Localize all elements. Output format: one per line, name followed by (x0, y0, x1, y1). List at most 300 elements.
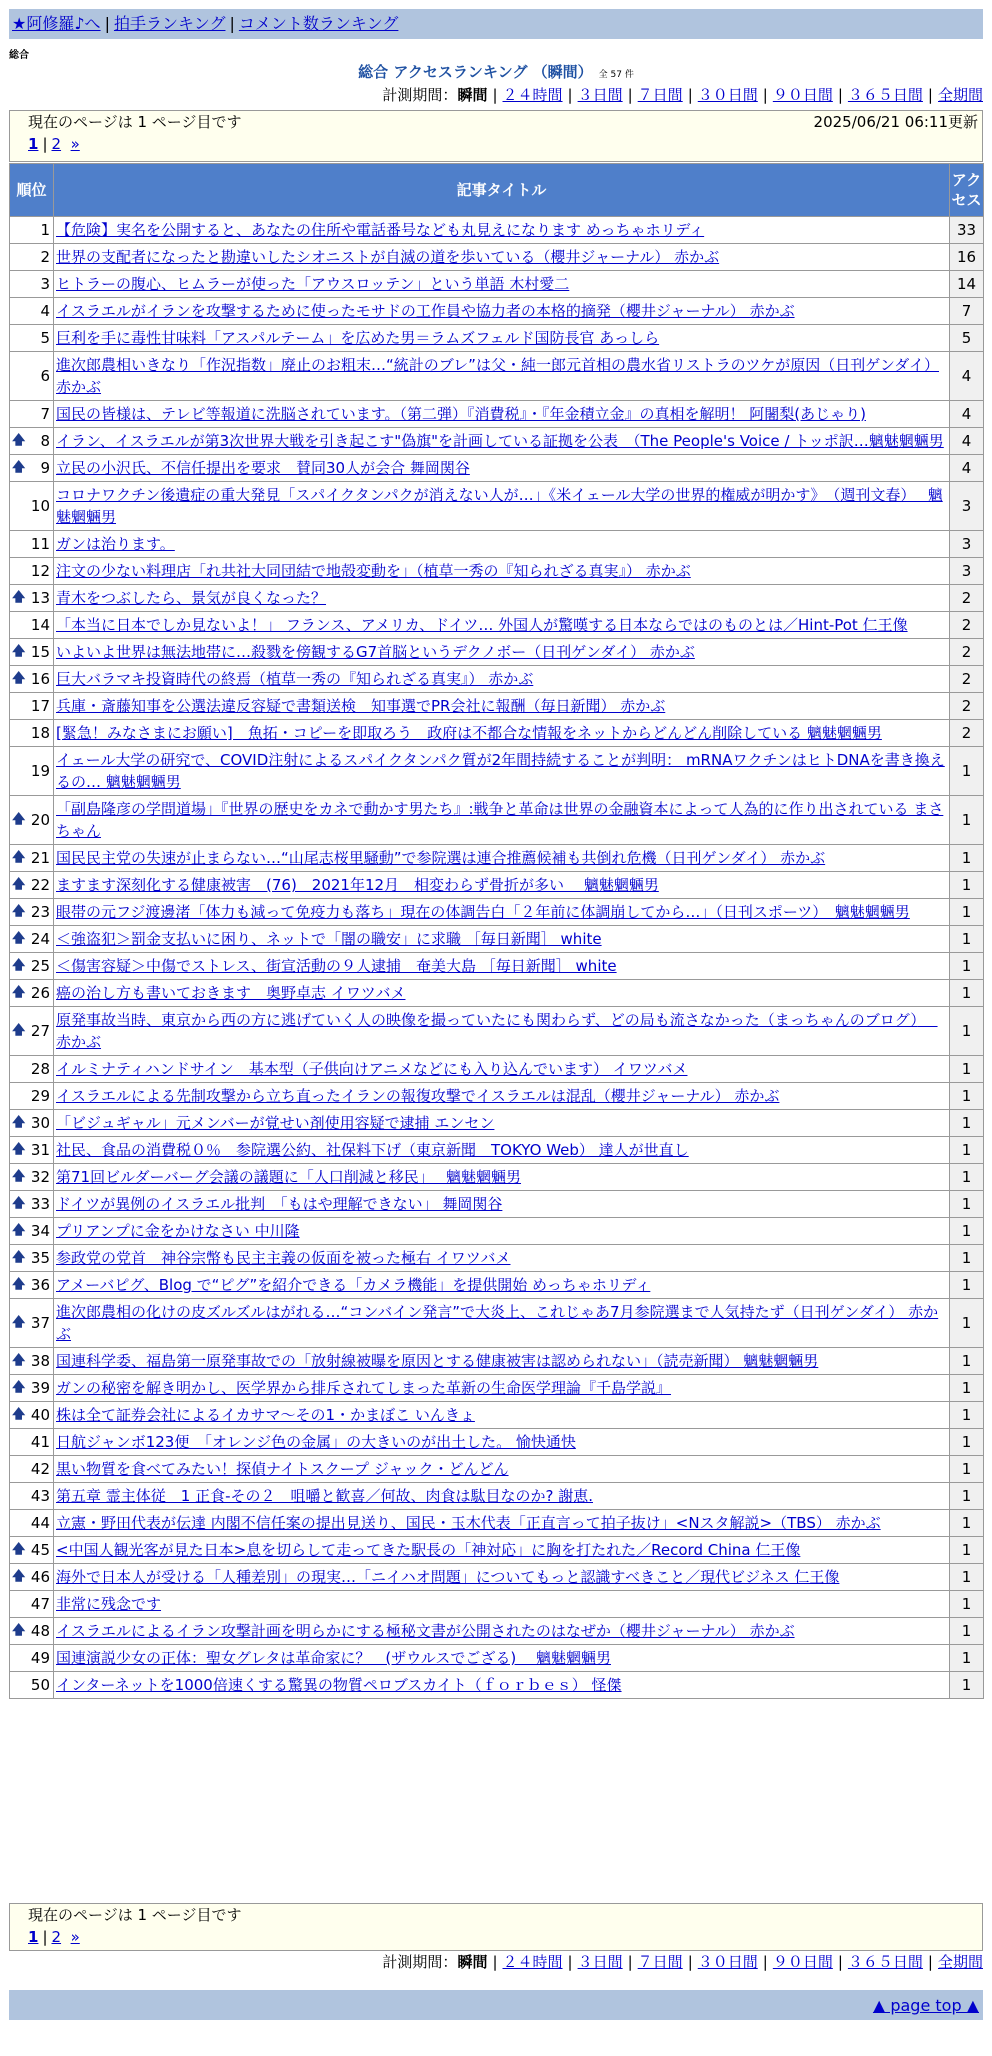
rank-cell (10, 1164, 54, 1191)
title-cell (54, 1272, 950, 1299)
article-link[interactable]: 【危険】実名を公開すると、あなたの住所や電話番号なども丸見えになります めっちゃホリディ (56, 221, 705, 239)
article-link[interactable]: 巨大バラマキ投資時代の終焉（植草一秀の『知られざる真実』） 赤かぶ (56, 670, 534, 688)
rank-up-icon: 🡅 (12, 1250, 26, 1265)
table-row (10, 1483, 984, 1510)
nav-link-comment-ranking[interactable]: コメント数ランキング (238, 14, 399, 33)
period-separator: | (627, 1953, 633, 1971)
access-count: 1 (950, 1218, 984, 1245)
access-count: 1 (950, 1591, 984, 1618)
category-label: 総合 (9, 50, 29, 61)
rank-number: 38 (30, 1352, 50, 1370)
rank-number: 27 (30, 1022, 50, 1040)
rank-cell (10, 1137, 54, 1164)
period-label: 計測期間： (382, 1953, 458, 1971)
title-cell (54, 1110, 950, 1137)
page-top-link[interactable]: ▲ page top ▲ (872, 1996, 979, 2015)
updated-timestamp: 2025/06/21 06:11更新 (813, 113, 978, 131)
rank-up-icon: 🡅 (12, 1542, 26, 1557)
table-row (10, 1218, 984, 1245)
period-link-1[interactable]: ３日間 (577, 1953, 623, 1971)
rank-cell (10, 1429, 54, 1456)
article-link[interactable]: コロナワクチン後遺症の重大発見「スパイクタンパクが消えない人が…」《米イェール大学の世界的権威が明かす》 （週刊文春） 魑魅魍魎男 (56, 486, 943, 526)
rank-up-icon: 🡅 (12, 1023, 26, 1038)
title-cell (54, 872, 950, 899)
table-row (10, 1164, 984, 1191)
rank-cell (10, 1007, 54, 1056)
table-row (10, 1645, 984, 1672)
access-count: 1 (950, 1164, 984, 1191)
table-row (10, 666, 984, 693)
period-current: 瞬間 (457, 86, 488, 104)
rank-cell (10, 531, 54, 558)
table-row (10, 1110, 984, 1137)
period-separator: | (687, 1953, 693, 1971)
table-row (10, 455, 984, 482)
rank-up-icon: 🡅 (12, 1623, 26, 1638)
title-cell (54, 1164, 950, 1191)
rank-up-icon: 🡅 (12, 433, 26, 448)
period-separator: | (492, 86, 498, 104)
rank-cell (10, 244, 54, 271)
page-separator: | (42, 1928, 48, 1946)
title-cell (54, 1245, 950, 1272)
title-cell (54, 1083, 950, 1110)
article-link[interactable]: 「本当に日本でしか見ないよ！」 フランス、アメリカ、ドイツ… 外国人が驚嘆する日本ならではのものとは／Hint-Pot 仁王像 (56, 616, 908, 634)
table-row (10, 1299, 984, 1348)
rank-number: 21 (30, 849, 50, 867)
title-cell (54, 1056, 950, 1083)
rank-number: 19 (30, 762, 50, 780)
article-link[interactable]: 立民の小沢氏、不信任提出を要求 賛同30人が会合 舞岡関谷 (56, 459, 470, 477)
table-row (10, 1564, 984, 1591)
title-cell (54, 1218, 950, 1245)
ranking-table (9, 163, 984, 1699)
rank-cell (10, 666, 54, 693)
rank-cell (10, 1591, 54, 1618)
page-links (10, 133, 982, 155)
access-count: 1 (950, 926, 984, 953)
access-count: 1 (950, 1348, 984, 1375)
rank-up-icon: 🡅 (12, 1407, 26, 1422)
rank-number: 33 (30, 1195, 50, 1213)
rank-number: 34 (30, 1222, 50, 1240)
rank-up-icon: 🡅 (12, 590, 26, 605)
page-next-link[interactable]: » (70, 135, 80, 153)
period-link-2[interactable]: ７日間 (637, 1953, 683, 1971)
rank-cell (10, 455, 54, 482)
table-row (10, 1537, 984, 1564)
rank-number: 36 (30, 1276, 50, 1294)
table-row (10, 720, 984, 747)
article-link[interactable]: 立憲・野田代表が伝達 内閣不信任案の提出見送り、国民・玉木代表「正直言って拍子抜け」<Nスタ解説>（TBS） 赤かぶ (56, 1514, 881, 1532)
table-row (10, 482, 984, 531)
access-count: 1 (950, 1007, 984, 1056)
pager-top (9, 110, 983, 162)
period-separator: | (567, 1953, 573, 1971)
rank-cell (10, 325, 54, 352)
total-count: 全 57 件 (598, 70, 634, 80)
article-link[interactable]: 「ビジュギャル」元メンバーが覚せい剤使用容疑で逮捕 エンセン (56, 1114, 495, 1132)
table-row (10, 693, 984, 720)
nav-separator: | (104, 14, 110, 33)
article-link[interactable]: 進次郎農相の化けの皮ズルズルはがれる…“コンバイン発言”で大炎上、これじゃあ7月参院選まで人気持たず（日刊ゲンダイ） 赤かぶ (56, 1303, 939, 1343)
rank-up-icon: 🡅 (12, 1223, 26, 1238)
rank-number: 14 (30, 616, 50, 634)
access-count: 3 (950, 482, 984, 531)
article-link[interactable]: インターネットを1000倍速くする驚異の物質ペロブスカイト（ｆｏｒｂｅｓ） 怪傑 (56, 1676, 622, 1694)
period-selector-top (9, 84, 983, 106)
article-link[interactable]: 国民民主党の失速が止まらない…“山尾志桜里騒動”で参院選は連合推薦候補も共倒れ危機（日刊ゲンダイ） 赤かぶ (56, 849, 826, 867)
table-row (10, 325, 984, 352)
rank-cell (10, 747, 54, 796)
rank-cell (10, 1218, 54, 1245)
rank-number: 32 (30, 1168, 50, 1186)
article-link[interactable]: 眼帯の元フジ渡邊渚「体力も減って免疫力も落ち」現在の体調告白「２年前に体調崩してから…」（日刊スポーツ） 魑魅魍魎男 (56, 903, 910, 921)
rank-cell (10, 1272, 54, 1299)
rank-number: 8 (40, 432, 50, 450)
rank-number: 1 (40, 221, 50, 239)
rank-cell (10, 298, 54, 325)
article-link[interactable]: プリアンプに金をかけなさい 中川隆 (56, 1222, 300, 1240)
period-link-3[interactable]: ３０日間 (697, 1953, 758, 1971)
period-separator: | (567, 86, 573, 104)
period-link-5[interactable]: ３６５日間 (847, 86, 923, 104)
article-link[interactable]: ガンは治ります。 (56, 535, 175, 553)
title-cell (54, 585, 950, 612)
rank-up-icon: 🡅 (12, 931, 26, 946)
rank-number: 46 (30, 1568, 50, 1586)
rank-cell (10, 612, 54, 639)
title-cell (54, 428, 950, 455)
access-count: 1 (950, 1645, 984, 1672)
article-link[interactable]: 第五章 霊主体従 1 正食-その２ 咀嚼と歓喜／何故、肉食は駄目なのか? 謝恵. (56, 1487, 593, 1505)
article-link[interactable]: ＜傷害容疑＞中傷でストレス、街宣活動の９人逮捕 奄美大島 ［毎日新聞］ white (56, 957, 617, 975)
page-title (9, 61, 983, 82)
article-link[interactable]: 国連科学委、福島第一原発事故での「放射線被曝を原因とする健康被害は認められない」（読売新聞） 魑魅魍魎男 (56, 1352, 819, 1370)
rank-up-icon: 🡅 (12, 1380, 26, 1395)
table-row (10, 1191, 984, 1218)
page-link-2[interactable]: 2 (51, 135, 62, 153)
article-link[interactable]: 非常に残念です (56, 1595, 162, 1613)
period-link-0[interactable]: ２４時間 (502, 86, 563, 104)
access-count: 1 (950, 1510, 984, 1537)
access-count: 1 (950, 1272, 984, 1299)
access-count: 2 (950, 639, 984, 666)
title-cell (54, 612, 950, 639)
table-row (10, 1618, 984, 1645)
access-count: 2 (950, 585, 984, 612)
period-separator: | (837, 1953, 843, 1971)
title-cell (54, 531, 950, 558)
rank-up-icon: 🡅 (12, 1142, 26, 1157)
title-cell (54, 1375, 950, 1402)
rank-cell (10, 1375, 54, 1402)
rank-number: 37 (30, 1314, 50, 1332)
rank-cell (10, 217, 54, 244)
article-link[interactable]: 日航ジャンボ123便 「オレンジ色の金属」の大きいのが出土した。 愉快通快 (56, 1433, 576, 1451)
period-selector-bottom (9, 1951, 983, 1973)
article-link[interactable]: 参政党の党首 神谷宗幣も民主主義の仮面を被った極右 イワツバメ (56, 1249, 511, 1267)
title-cell (54, 845, 950, 872)
access-count: 1 (950, 1299, 984, 1348)
rank-cell (10, 482, 54, 531)
top-nav (9, 9, 983, 39)
period-separator: | (627, 86, 633, 104)
rank-number: 47 (30, 1595, 50, 1613)
access-count: 1 (950, 1056, 984, 1083)
table-row (10, 428, 984, 455)
rank-up-icon: 🡅 (12, 1196, 26, 1211)
access-count: 16 (950, 244, 984, 271)
title-cell (54, 747, 950, 796)
access-count: 1 (950, 1137, 984, 1164)
article-link[interactable]: 国連演説少女の正体：聖女グレタは革命家に？ (ザウルスでござる) 魑魅魍魎男 (56, 1649, 611, 1667)
title-cell (54, 1456, 950, 1483)
title-cell (54, 1191, 950, 1218)
table-row (10, 585, 984, 612)
rank-cell (10, 1110, 54, 1137)
rank-number: 17 (30, 697, 50, 715)
article-link[interactable]: イルミナティハンドサイン 基本型（子供向けアニメなどにも入り込んでいます） イワツバメ (56, 1060, 688, 1078)
table-row (10, 1245, 984, 1272)
rank-cell (10, 585, 54, 612)
title-cell (54, 217, 950, 244)
rank-cell (10, 845, 54, 872)
period-separator: | (492, 1953, 498, 1971)
rank-number: 45 (30, 1541, 50, 1559)
title-cell (54, 1564, 950, 1591)
period-link-4[interactable]: ９０日間 (772, 86, 833, 104)
access-count: 1 (950, 1245, 984, 1272)
access-count: 4 (950, 455, 984, 482)
rank-cell (10, 1191, 54, 1218)
period-link-4[interactable]: ９０日間 (772, 1953, 833, 1971)
title-cell (54, 1510, 950, 1537)
article-link[interactable]: ますます深刻化する健康被害 (76) 2021年12月 相変わらず骨折が多い 魑魅魍魎男 (56, 876, 659, 894)
table-row (10, 1348, 984, 1375)
table-row (10, 872, 984, 899)
rank-cell (10, 1402, 54, 1429)
rank-number: 29 (30, 1087, 50, 1105)
article-link[interactable]: イラン、イスラエルが第3次世界大戦を引き起こす"偽旗"を計画している証拠を公表 （The People's Voice / トッポ訳…魑魅魍魎男 (56, 432, 944, 450)
table-header-row (10, 164, 984, 217)
period-separator: | (687, 86, 693, 104)
period-link-1[interactable]: ３日間 (577, 86, 623, 104)
rank-cell (10, 1537, 54, 1564)
article-link[interactable]: 兵庫・斎藤知事を公選法違反容疑で書類送検 知事選でPR会社に報酬（毎日新聞） 赤かぶ (56, 697, 666, 715)
article-link[interactable]: <中国人観光客が見た日本>息を切らして走ってきた駅長の「神対応」に胸を打たれた／Record China 仁王像 (56, 1541, 801, 1559)
page-separator: | (42, 135, 48, 153)
rank-up-icon: 🡅 (12, 671, 26, 686)
period-link-6[interactable]: 全期間 (937, 1953, 983, 1971)
page-links (10, 1926, 982, 1948)
article-link[interactable]: ヒトラーの腹心、ヒムラーが使った「アウスロッテン」という単語 木村愛二 (56, 275, 570, 293)
article-link[interactable]: 癌の治し方も書いておきます 奥野卓志 イワツバメ (56, 984, 406, 1002)
article-link[interactable]: 原発事故当時、東京から西の方に逃げていく人の映像を撮っていたにも関わらず、どの局も流さなかった（まっちゃんのブログ） 赤かぶ (56, 1011, 938, 1051)
table-row (10, 747, 984, 796)
rank-number: 44 (30, 1514, 50, 1532)
nav-link-clap-ranking[interactable]: 拍手ランキング (113, 14, 226, 33)
title-cell (54, 926, 950, 953)
article-link[interactable]: イスラエルによるイラン攻撃計画を明らかにする極秘文書が公開されたのはなぜか（櫻井ジャーナル） 赤かぶ (56, 1622, 795, 1640)
access-count: 1 (950, 1564, 984, 1591)
article-link[interactable]: 黒い物質を食べてみたい！探偵ナイトスクープ ジャック・どんどん (56, 1460, 509, 1478)
table-row (10, 558, 984, 585)
article-link[interactable]: ガンの秘密を解き明かし、医学界から排斥されてしまった革新の生命医学理論『千島学説』 (56, 1379, 672, 1397)
period-separator: | (927, 86, 933, 104)
title-cell (54, 558, 950, 585)
table-row (10, 1591, 984, 1618)
table-row (10, 1510, 984, 1537)
period-separator: | (762, 1953, 768, 1971)
article-link[interactable]: ドイツが異例のイスラエル批判 「もはや理解できない」 舞岡関谷 (56, 1195, 503, 1213)
table-row (10, 1429, 984, 1456)
page-link-1[interactable]: 1 (28, 135, 39, 153)
access-count: 1 (950, 1537, 984, 1564)
period-link-5[interactable]: ３６５日間 (847, 1953, 923, 1971)
access-count: 5 (950, 325, 984, 352)
rank-number: 7 (40, 405, 50, 423)
access-count: 4 (950, 401, 984, 428)
table-row (10, 899, 984, 926)
rank-up-icon: 🡅 (12, 644, 26, 659)
rank-cell (10, 693, 54, 720)
article-link[interactable]: イスラエルによる先制攻撃から立ち直ったイランの報復攻撃でイスラエルは混乱（櫻井ジャーナル） 赤かぶ (56, 1087, 780, 1105)
access-count: 4 (950, 428, 984, 455)
page-title-text: 総合 アクセスランキング （瞬間） (358, 63, 593, 81)
rank-number: 28 (30, 1060, 50, 1078)
table-row (10, 298, 984, 325)
title-cell (54, 1618, 950, 1645)
rank-number: 26 (30, 984, 50, 1002)
access-count: 1 (950, 1402, 984, 1429)
title-cell (54, 639, 950, 666)
page-link-2[interactable]: 2 (51, 1928, 62, 1946)
article-link[interactable]: イェール大学の研究で、COVID注射によるスパイクタンパク質が2年間持続することが判明： mRNAワクチンはヒトDNAを書き換えるの… 魑魅魍魎男 (56, 751, 945, 791)
rank-cell (10, 796, 54, 845)
rank-number: 9 (40, 459, 50, 477)
rank-number: 30 (30, 1114, 50, 1132)
header-rank: 順位 (10, 164, 54, 217)
article-link[interactable]: [緊急！みなさまにお願い] 魚拓・コピーを即取ろう 政府は不都合な情報をネットからどんどん削除している 魑魅魍魎男 (56, 724, 882, 742)
period-link-0[interactable]: ２４時間 (502, 1953, 563, 1971)
rank-cell (10, 401, 54, 428)
table-row (10, 1056, 984, 1083)
table-row (10, 612, 984, 639)
access-count: 1 (950, 1191, 984, 1218)
rank-up-icon: 🡅 (12, 958, 26, 973)
nav-link-asyura[interactable]: ★阿修羅♪へ (12, 14, 101, 33)
title-cell (54, 980, 950, 1007)
article-link[interactable]: 進次郎農相いきなり「作況指数」廃止のお粗末…“統計のブレ”は父・純一郎元首相の農水省リストラのツケが原因（日刊ゲンダイ） 赤かぶ (56, 356, 939, 396)
rank-cell (10, 428, 54, 455)
current-page-text: 現在のページは 1 ページ目です (28, 1906, 242, 1924)
title-cell (54, 1402, 950, 1429)
rank-cell (10, 1083, 54, 1110)
access-count: 33 (950, 217, 984, 244)
article-link[interactable]: 巨利を手に毒性甘味料「アスパルテーム」を広めた男＝ラムズフェルド国防長官 あっしら (56, 329, 660, 347)
table-row (10, 401, 984, 428)
access-count: 1 (950, 1456, 984, 1483)
title-cell (54, 1429, 950, 1456)
rank-number: 25 (30, 957, 50, 975)
rank-number: 43 (30, 1487, 50, 1505)
access-count: 1 (950, 1483, 984, 1510)
rank-cell (10, 639, 54, 666)
period-link-6[interactable]: 全期間 (937, 86, 983, 104)
title-cell (54, 666, 950, 693)
access-count: 2 (950, 693, 984, 720)
article-link[interactable]: ＜強盗犯＞罰金支払いに困り、ネットで「闇の職安」に求職 ［毎日新聞］ white (56, 930, 602, 948)
rank-number: 49 (30, 1649, 50, 1667)
rank-number: 16 (30, 670, 50, 688)
access-count: 1 (950, 872, 984, 899)
access-count: 1 (950, 953, 984, 980)
rank-up-icon: 🡅 (12, 850, 26, 865)
access-count: 4 (950, 352, 984, 401)
table-row (10, 1137, 984, 1164)
rank-cell (10, 1299, 54, 1348)
period-link-2[interactable]: ７日間 (637, 86, 683, 104)
rank-cell (10, 953, 54, 980)
page-next-link[interactable]: » (70, 1928, 80, 1946)
period-label: 計測期間： (382, 86, 458, 104)
table-row (10, 1456, 984, 1483)
article-link[interactable]: 「副島隆彦の学問道場」『世界の歴史をカネで動かす男たち』:戦争と革命は世界の金融資本によって人為的に作り出されている まさちゃん (56, 800, 944, 840)
article-link[interactable]: いよいよ世界は無法地帯に…殺戮を傍観するG7首脳というデクノボー（日刊ゲンダイ） 赤かぶ (56, 643, 695, 661)
title-cell (54, 325, 950, 352)
rank-cell (10, 558, 54, 585)
table-row (10, 639, 984, 666)
rank-up-icon: 🡅 (12, 904, 26, 919)
article-link[interactable]: イスラエルがイランを攻撃するために使ったモサドの工作員や協力者の本格的摘発（櫻井ジャーナル） 赤かぶ (56, 302, 795, 320)
rank-number: 41 (30, 1433, 50, 1451)
access-count: 3 (950, 558, 984, 585)
table-row (10, 531, 984, 558)
title-cell (54, 1591, 950, 1618)
title-cell (54, 720, 950, 747)
rank-cell (10, 720, 54, 747)
access-count: 1 (950, 796, 984, 845)
access-count: 2 (950, 666, 984, 693)
article-link[interactable]: 海外で日本人が受ける「人種差別」の現実…「ニイハオ問題」についてもっと認識すべきこと／現代ビジネス 仁王像 (56, 1568, 840, 1586)
rank-cell (10, 1645, 54, 1672)
table-row (10, 244, 984, 271)
page-link-1[interactable]: 1 (28, 1928, 39, 1946)
title-cell (54, 455, 950, 482)
period-link-3[interactable]: ３０日間 (697, 86, 758, 104)
article-link[interactable]: 第71回ビルダーバーグ会議の議題に「人口削減と移民」 魑魅魍魎男 (56, 1168, 522, 1186)
table-row (10, 1402, 984, 1429)
article-link[interactable]: アメーバピグ、Blog で“ピグ”を紹介できる「カメラ機能」を提供開始 めっちゃホリディ (56, 1276, 651, 1294)
article-link[interactable]: 青木をつぶしたら、景気が良くなった？ (56, 589, 327, 607)
title-cell (54, 298, 950, 325)
access-count: 1 (950, 1672, 984, 1699)
title-cell (54, 1348, 950, 1375)
rank-number: 10 (30, 497, 50, 515)
title-cell (54, 1137, 950, 1164)
rank-cell (10, 1245, 54, 1272)
article-link[interactable]: 社民、食品の消費税０％ 参院選公約、社保料下げ（東京新聞 TOKYO Web） 達人が世直し (56, 1141, 689, 1159)
article-link[interactable]: 世界の支配者になったと勘違いしたシオニストが自滅の道を歩いている（櫻井ジャーナル） 赤かぶ (56, 248, 720, 266)
rank-cell (10, 926, 54, 953)
rank-up-icon: 🡅 (12, 1115, 26, 1130)
article-link[interactable]: 注文の少ない料理店「れ共社大同団結で地殻変動を」（植草一秀の『知られざる真実』） 赤かぶ (56, 562, 691, 580)
article-link[interactable]: 株は全て証券会社によるイカサマ〜その1・かまぼこ いんきょ (56, 1406, 475, 1424)
article-link[interactable]: 国民の皆様は、テレビ等報道に洗脳されています。（第二弾）『消費税』・『年金積立金』の真相を解明！ 阿闍梨(あじゃり) (56, 405, 866, 423)
rank-number: 39 (30, 1379, 50, 1397)
rank-number: 4 (40, 302, 50, 320)
